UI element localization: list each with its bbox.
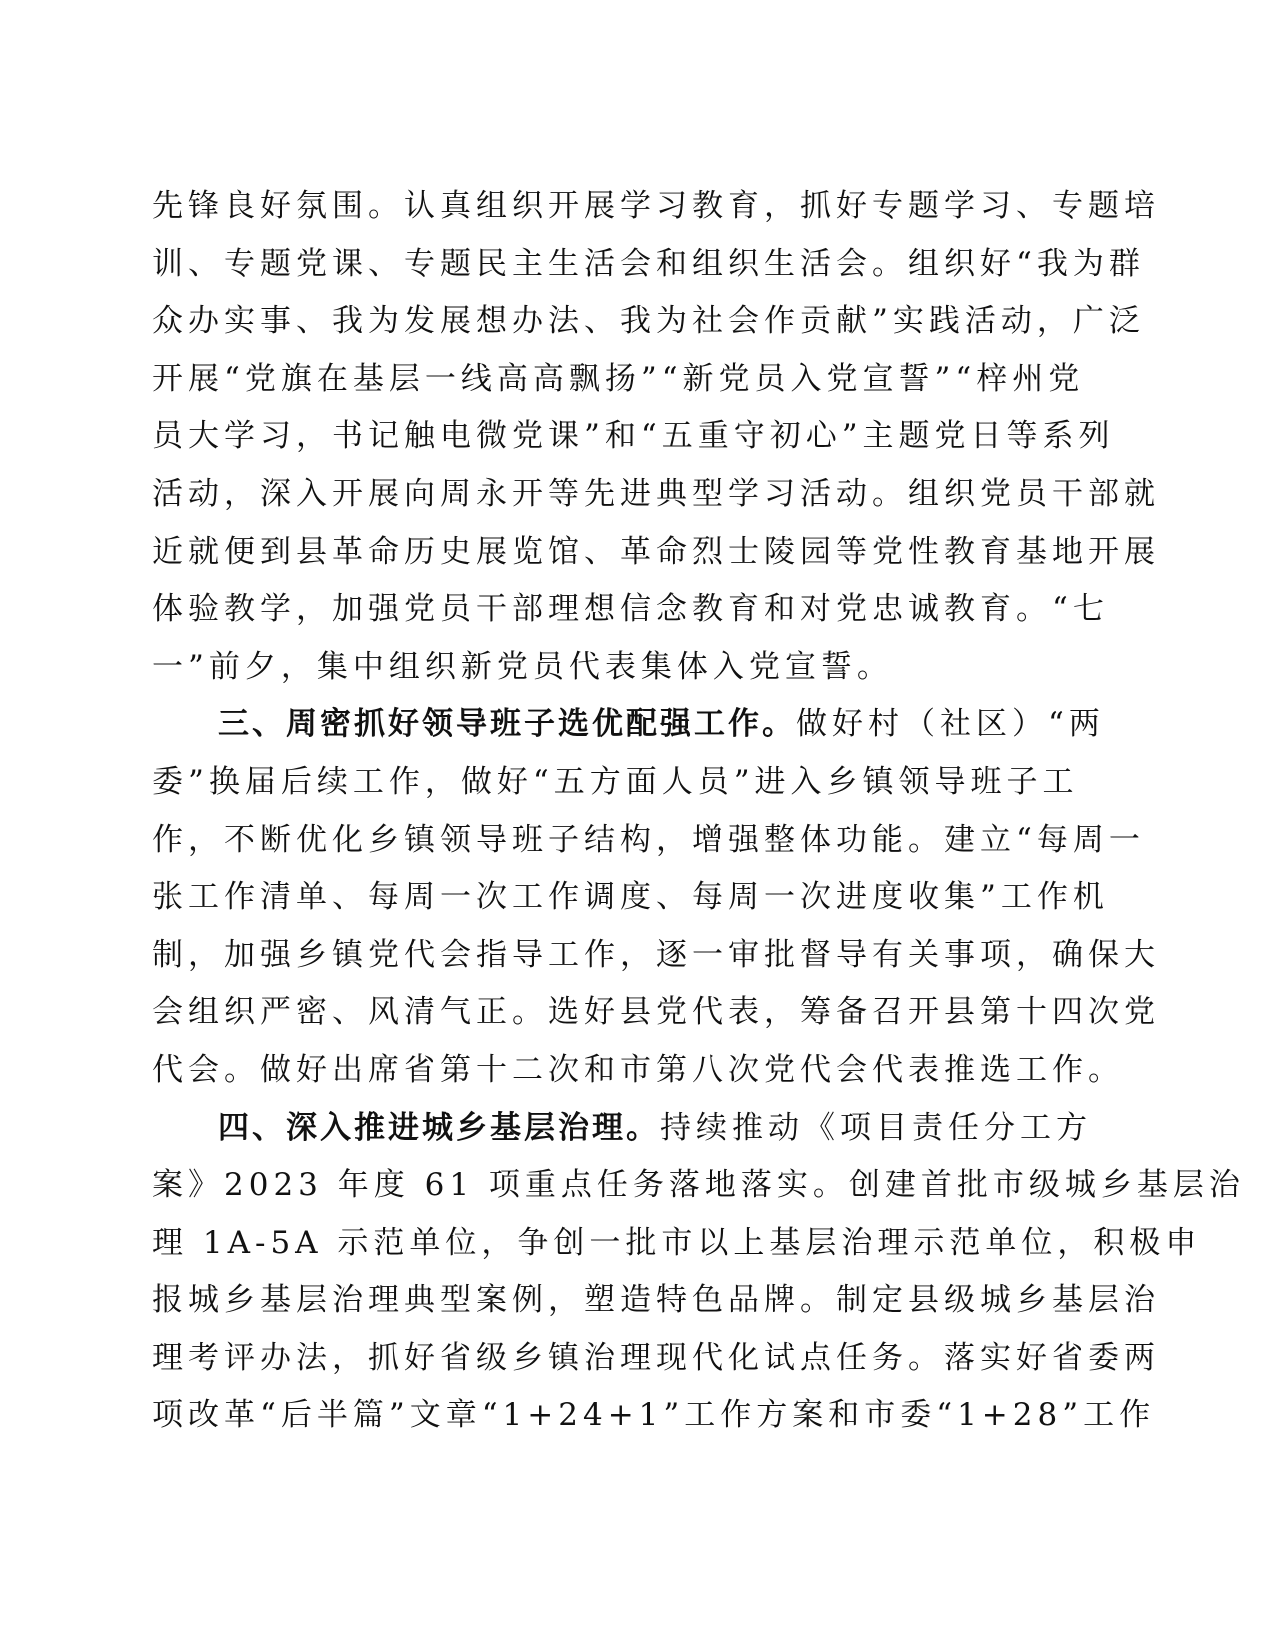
body-line-8: 体验教学，加强党员干部理想信念教育和对党忠诚教育。“七 [152,591,1109,628]
document-body [152,178,1245,1445]
body-line-4: 开展“党旗在基层一线高高飘扬”“新党员入党宣誓”“梓州党 [152,360,1085,397]
section-3-line-7: 代会。做好出席省第十二次和市第八次党代会代表推选工作。 [152,1051,1124,1088]
section-4-line-2: 案》2023 年度 61 项重点任务落地落实。创建首批市级城乡基层治 [152,1167,1245,1204]
section-3-first-line-text: 做好村（社区）“两 [796,706,1105,743]
section-3-line-4: 张工作清单、每周一次工作调度、每周一次进度收集”工作机 [152,879,1109,916]
section-4-line-6: 项改革“后半篇”文章“1+24+1”工作方案和市委“1+28”工作 [152,1397,1156,1434]
section-4-line-5: 理考评办法，抓好省级乡镇治理现代化试点任务。落实好省委两 [152,1339,1160,1376]
section-3-first-line [152,696,1105,754]
section-4-first-line [152,1100,1092,1158]
body-line-1: 先锋良好氛围。认真组织开展学习教育，抓好专题学习、专题培 [152,188,1160,224]
section-3-line-3: 作，不断优化乡镇领导班子结构，增强整体功能。建立“每周一 [152,821,1145,858]
section-3-line-5: 制，加强乡镇党代会指导工作，逐一审批督导有关事项，确保大 [152,936,1160,973]
section-4-first-line-text: 持续推动《项目责任分工方 [660,1109,1092,1146]
body-line-9: 一”前夕，集中组织新党员代表集体入党宣誓。 [152,648,893,685]
section-4-line-4: 报城乡基层治理典型案例，塑造特色品牌。制定县级城乡基层治 [152,1282,1160,1319]
body-line-3: 众办实事、我为发展想办法、我为社会作贡献”实践活动，广泛 [152,303,1145,340]
body-line-2: 训、专题党课、专题民主生活会和组织生活会。组织好“我为群 [152,245,1145,282]
body-line-7: 近就便到县革命历史展览馆、革命烈士陵园等党性教育基地开展 [152,533,1160,570]
section-3-heading: 三、周密抓好领导班子选优配强工作。 [218,706,796,743]
section-4-line-3: 理 1A-5A 示范单位，争创一批市以上基层治理示范单位，积极申 [152,1224,1202,1261]
body-line-5: 员大学习，书记触电微党课”和“五重守初心”主题党日等系列 [152,418,1115,455]
section-3-line-2: 委”换届后续工作，做好“五方面人员”进入乡镇领导班子工 [152,763,1079,800]
section-3-line-6: 会组织严密、风清气正。选好县党代表，筹备召开县第十四次党 [152,994,1160,1031]
section-4-heading: 四、深入推进城乡基层治理。 [218,1109,660,1146]
body-line-6: 活动，深入开展向周永开等先进典型学习活动。组织党员干部就 [152,475,1160,512]
